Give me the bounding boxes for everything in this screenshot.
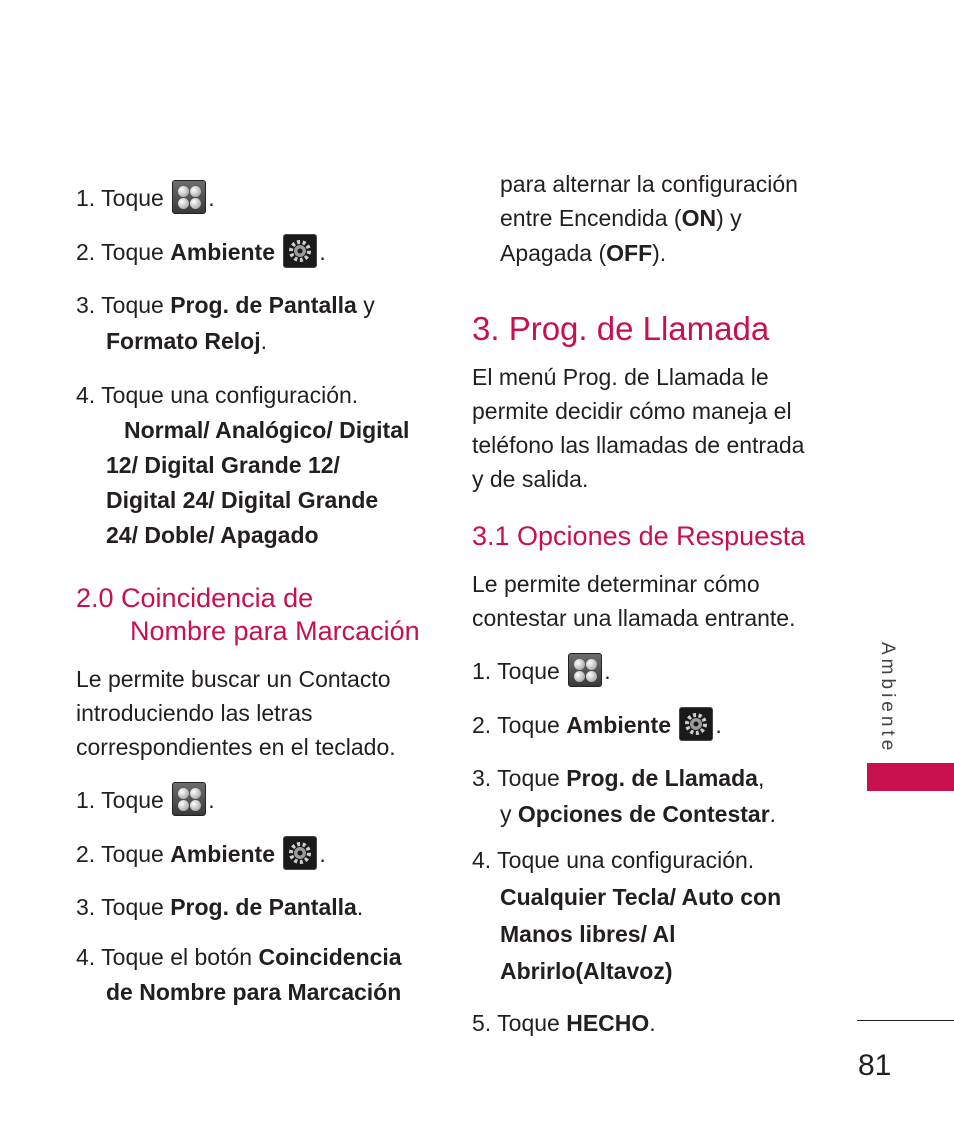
paragraph-line: permite decidir cómo maneja el — [472, 398, 792, 424]
option-line: Abrirlo(Altavoz) — [500, 958, 673, 984]
step-2: 2. Toque Ambiente . — [472, 707, 722, 742]
step-1: 1. Toque . — [472, 653, 611, 688]
menu-grid-icon — [172, 782, 206, 816]
page-number: 81 — [858, 1049, 892, 1082]
paragraph-line: El menú Prog. de Llamada le — [472, 364, 769, 390]
page-number-rule — [857, 1020, 954, 1021]
step-4: 4. Toque una configuración. — [472, 847, 755, 873]
option-line: 24/ Doble/ Apagado — [106, 522, 319, 548]
step-4-cont: de Nombre para Marcación — [106, 979, 402, 1005]
paragraph-line: para alternar la configuración — [500, 171, 798, 197]
side-section-label: Ambiente — [877, 642, 898, 755]
paragraph-line: Apagada (OFF). — [500, 240, 667, 266]
step-2: 2. Toque Ambiente . — [76, 836, 326, 871]
step-3: 3. Toque Prog. de Llamada, — [472, 765, 765, 791]
option-line: Normal/ Analógico/ Digital — [124, 417, 410, 443]
paragraph-line: correspondientes en el teclado. — [76, 734, 396, 760]
option-line: Cualquier Tecla/ Auto con — [500, 884, 782, 910]
option-line: 12/ Digital Grande 12/ — [106, 452, 340, 478]
section-heading: 3.1 Opciones de Respuesta — [472, 521, 806, 551]
paragraph-line: contestar una llamada entrante. — [472, 605, 796, 631]
gear-icon — [679, 707, 713, 741]
menu-grid-icon — [568, 653, 602, 687]
step-5: 5. Toque HECHO. — [472, 1010, 656, 1036]
option-line: Manos libres/ Al — [500, 921, 676, 947]
side-tab-bar — [867, 763, 954, 791]
step-4: 4. Toque una configuración. — [76, 382, 359, 408]
step-3: 3. Toque Prog. de Pantalla y — [76, 292, 375, 318]
main-heading: 3. Prog. de Llamada — [472, 310, 770, 347]
section-heading: 2.0 Coincidencia de — [76, 583, 314, 613]
step-1: 1. Toque . — [76, 180, 215, 215]
paragraph-line: teléfono las llamadas de entrada — [472, 432, 805, 458]
step-3-cont: y Opciones de Contestar. — [500, 801, 777, 827]
step-3-cont: Formato Reloj. — [106, 328, 268, 354]
paragraph-line: introduciendo las letras — [76, 700, 313, 726]
gear-icon — [283, 234, 317, 268]
paragraph-line: Le permite determinar cómo — [472, 571, 760, 597]
menu-grid-icon — [172, 180, 206, 214]
paragraph-line: y de salida. — [472, 466, 589, 492]
section-heading-cont: Nombre para Marcación — [130, 616, 420, 646]
step-4: 4. Toque el botón Coincidencia — [76, 944, 402, 970]
option-line: Digital 24/ Digital Grande — [106, 487, 379, 513]
paragraph-line: entre Encendida (ON) y — [500, 205, 742, 231]
paragraph-line: Le permite buscar un Contacto — [76, 666, 391, 692]
step-1: 1. Toque . — [76, 782, 215, 817]
step-3: 3. Toque Prog. de Pantalla. — [76, 894, 364, 920]
gear-icon — [283, 836, 317, 870]
step-2: 2. Toque Ambiente . — [76, 234, 326, 269]
